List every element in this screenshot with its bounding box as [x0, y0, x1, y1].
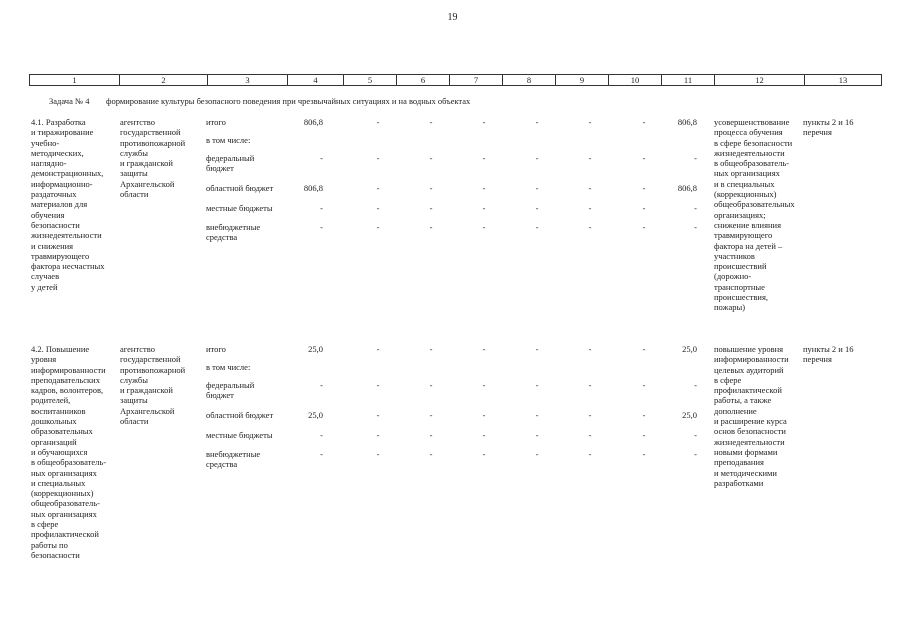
activity-name: 4.2. Повышение уровня информированности преподавательских кадров, волонтеров, родителей, воспитанников дошкольных образовательных организаций и обучающихся в общеобразователь- ных организациях и специальных (коррекционных) общеобразователь- ных организациях в сфере профилактической работы по безопасности: [31, 344, 107, 560]
year-value: -: [642, 222, 646, 232]
year-value: -: [588, 380, 592, 390]
year-value: -: [429, 410, 433, 420]
col-header-8: 8: [503, 75, 556, 86]
year-value: -: [535, 153, 539, 163]
year-value: -: [429, 449, 433, 459]
funding-source-label: внебюджетные средства: [206, 222, 261, 243]
year-value: -: [482, 344, 486, 354]
funding-total: 25,0: [308, 344, 323, 354]
col-header-3: 3: [208, 75, 288, 86]
funding-total: -: [320, 153, 323, 163]
funding-total: 806,8: [303, 183, 323, 193]
funding-source-label: федеральный бюджет: [206, 380, 255, 401]
reference: пункты 2 и 16 перечня: [803, 344, 854, 365]
funding-source-label: в том числе:: [206, 135, 251, 145]
year-value: -: [535, 410, 539, 420]
year-value: -: [588, 183, 592, 193]
funding-total: -: [320, 430, 323, 440]
year-value: -: [642, 183, 646, 193]
year-value: -: [642, 344, 646, 354]
page-number: 19: [447, 12, 458, 23]
year-value: -: [642, 153, 646, 163]
funding-year-value: 25,0: [682, 410, 697, 420]
year-value: -: [588, 430, 592, 440]
funding-total: 25,0: [308, 410, 323, 420]
year-value: -: [588, 117, 592, 127]
funding-source-label: областной бюджет: [206, 410, 274, 420]
year-value: -: [642, 203, 646, 213]
funding-source-label: местные бюджеты: [206, 203, 273, 213]
executor: агентство государственной противопожарной службы и гражданской защиты Архангельской области: [120, 344, 186, 427]
year-value: -: [376, 410, 380, 420]
year-value: -: [429, 430, 433, 440]
funding-source-label: областной бюджет: [206, 183, 274, 193]
col-header-2: 2: [120, 75, 208, 86]
year-value: -: [588, 222, 592, 232]
expected-result: повышение уровня информированности целевых аудиторий в сфере профилактической работы, а также дополнение и расширение курса основ безопасности жизнедеятельности новыми формами преподавания и методическими разработками: [714, 344, 789, 488]
year-value: -: [482, 153, 486, 163]
funding-total: -: [320, 222, 323, 232]
year-value: -: [429, 183, 433, 193]
year-value: -: [429, 153, 433, 163]
year-value: -: [482, 203, 486, 213]
col-header-10: 10: [609, 75, 662, 86]
year-value: -: [482, 117, 486, 127]
year-value: -: [588, 153, 592, 163]
year-value: -: [588, 344, 592, 354]
funding-source-label: итого: [206, 344, 226, 354]
funding-year-value: -: [694, 380, 697, 390]
funding-source-label: федеральный бюджет: [206, 153, 255, 174]
funding-year-value: -: [694, 203, 697, 213]
year-value: -: [588, 410, 592, 420]
col-header-9: 9: [556, 75, 609, 86]
year-value: -: [482, 183, 486, 193]
funding-source-label: в том числе:: [206, 362, 251, 372]
year-value: -: [535, 203, 539, 213]
year-value: -: [376, 430, 380, 440]
year-value: -: [482, 430, 486, 440]
column-header-row: [29, 74, 882, 86]
year-value: -: [642, 430, 646, 440]
year-value: -: [429, 344, 433, 354]
year-value: -: [588, 449, 592, 459]
reference: пункты 2 и 16 перечня: [803, 117, 854, 138]
executor: агентство государственной противопожарной службы и гражданской защиты Архангельской области: [120, 117, 186, 200]
col-header-6: 6: [397, 75, 450, 86]
funding-source-label: внебюджетные средства: [206, 449, 261, 470]
year-value: -: [588, 203, 592, 213]
year-value: -: [376, 203, 380, 213]
year-value: -: [535, 183, 539, 193]
task-number: Задача № 4: [49, 96, 90, 106]
funding-source-label: местные бюджеты: [206, 430, 273, 440]
funding-year-value: 25,0: [682, 344, 697, 354]
funding-year-value: -: [694, 222, 697, 232]
year-value: -: [376, 449, 380, 459]
year-value: -: [535, 380, 539, 390]
year-value: -: [535, 117, 539, 127]
funding-total: -: [320, 449, 323, 459]
task-title: формирование культуры безопасного поведения при чрезвычайных ситуациях и на водных объектах: [106, 96, 471, 106]
funding-total: -: [320, 380, 323, 390]
year-value: -: [376, 380, 380, 390]
year-value: -: [642, 380, 646, 390]
year-value: -: [535, 344, 539, 354]
year-value: -: [376, 222, 380, 232]
task-heading: [49, 96, 470, 106]
year-value: -: [535, 430, 539, 440]
funding-year-value: 806,8: [677, 183, 697, 193]
col-header-1: 1: [30, 75, 120, 86]
year-value: -: [642, 410, 646, 420]
year-value: -: [482, 380, 486, 390]
year-value: -: [376, 117, 380, 127]
expected-result: усовершенствование процесса обучения в сфере безопасности жизнедеятельности в общеобразователь- ных организациях и в специальных (коррекционных) общеобразовательных организациях; снижение влияния травмирующего фактора на детей – участников происшествий (дорожно- транспортные происшествия, пожары): [714, 117, 795, 313]
year-value: -: [429, 203, 433, 213]
year-value: -: [429, 222, 433, 232]
col-header-5: 5: [344, 75, 397, 86]
col-header-4: 4: [288, 75, 344, 86]
year-value: -: [535, 449, 539, 459]
year-value: -: [482, 449, 486, 459]
col-header-11: 11: [662, 75, 715, 86]
col-header-7: 7: [450, 75, 503, 86]
year-value: -: [376, 153, 380, 163]
funding-year-value: 806,8: [677, 117, 697, 127]
funding-year-value: -: [694, 430, 697, 440]
year-value: -: [376, 344, 380, 354]
year-value: -: [376, 183, 380, 193]
funding-total: 806,8: [303, 117, 323, 127]
year-value: -: [642, 117, 646, 127]
year-value: -: [429, 380, 433, 390]
year-value: -: [482, 410, 486, 420]
year-value: -: [429, 117, 433, 127]
funding-source-label: итого: [206, 117, 226, 127]
activity-name: 4.1. Разработка и тиражирование учебно- методических, наглядно- демонстрационных, информационно- раздаточных материалов для обучения безопасности жизнедеятельности и снижения травмирующего фактора несчастных случаев у детей: [31, 117, 105, 292]
funding-year-value: -: [694, 153, 697, 163]
year-value: -: [482, 222, 486, 232]
col-header-13: 13: [805, 75, 882, 86]
funding-year-value: -: [694, 449, 697, 459]
funding-total: -: [320, 203, 323, 213]
year-value: -: [535, 222, 539, 232]
col-header-12: 12: [715, 75, 805, 86]
year-value: -: [642, 449, 646, 459]
